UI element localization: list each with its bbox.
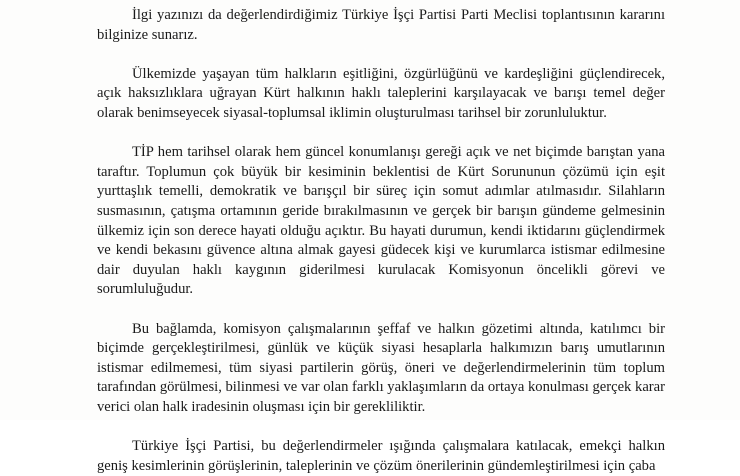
paragraph-commission: Bu bağlamda, komisyon çalışmalarının şeffaf ve halkın gözetimi altında, katılımcı bir biçimde gerçekleştirilmesi, günlük ve küçük siyasi hesaplarla halkımızın barış umutlarının istismar edilmemesi, tüm siyasi partilerin görüş, öneri ve değerlendirmelerinin tüm toplum tarafından görülmesi, bilinmesi ve var olan farklı yaklaşımların da ortaya konulması gerçek karar verici olan halk iradesinin oluşması için bir gerekliliktir.: [97, 320, 665, 415]
paragraph-tip-position: TİP hem tarihsel olarak hem güncel konumlanışı gereği açık ve net biçimde barıştan yana taraftır. Toplumun çok büyük bir kesiminin beklentisi de Kürt Sorununun çözümü için eşit yurttaşlık temelli, demokratik ve barışçıl bir süreç için somut adımlar atılmasıdır. Silahların susmasının, çatışma ortamının geride bırakılmasının ve gerçek bir barışın gündeme gelmesinin ülkemiz için son derece hayati olduğu açıktır. Bu hayati durumun, kendi iktidarını güçlendirmek ve kendi bekasını güvence altına almak gayesi güdecek kişi ve kurumlarca istismar edilmesine dair duyulan haklı kaygının giderilmesi kurulacak Komisyonun öncelikli görevi ve sorumluluğudur.: [97, 144, 665, 298]
paragraph-intro: İlgi yazınızı da değerlendirdiğimiz Türkiye İşçi Partisi Parti Meclisi toplantısının kararını bilginize sunarız.: [97, 7, 665, 43]
letter-body: [97, 6, 665, 476]
paragraph-equality: Ülkemizde yaşayan tüm halkların eşitliğini, özgürlüğünü ve kardeşliğini güçlendirecek, açık haksızlıklara uğrayan Kürt halkının haklı taleplerini karşılayacak ve barışı temel değer olarak benimseyecek siyasal-toplumsal iklimin oluşturulması tarihsel bir zorunluluktur.: [97, 65, 665, 121]
paragraph-participation: Türkiye İşçi Partisi, bu değerlendirmeler ışığında çalışmalara katılacak, emekçi halkın geniş kesimlerinin görüşlerinin, taleplerinin ve çözüm önerilerinin gündemleştirilmesi için çaba: [97, 438, 665, 474]
